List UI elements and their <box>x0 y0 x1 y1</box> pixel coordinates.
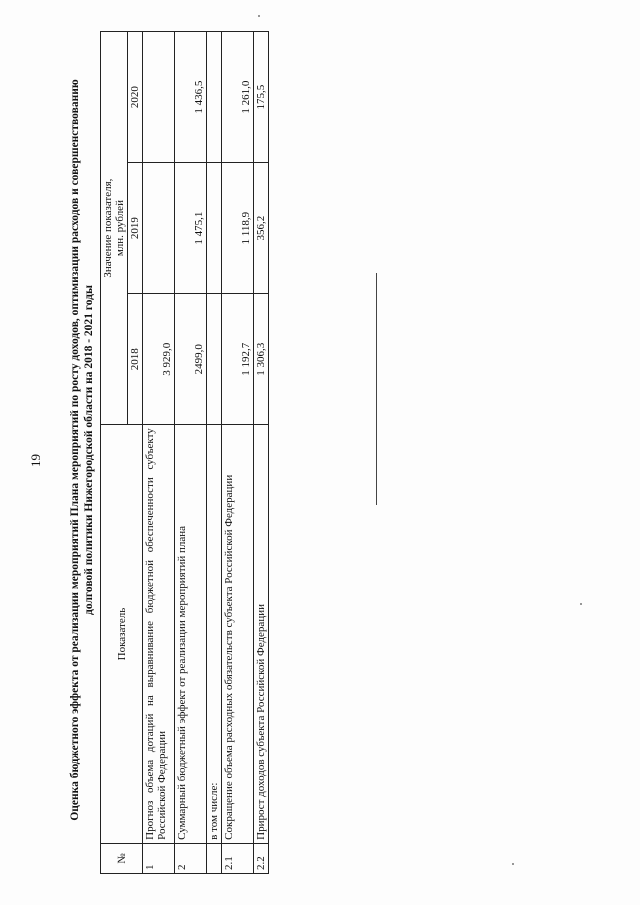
header-num: № <box>101 843 143 873</box>
separator-line <box>376 273 377 505</box>
row-value-2018 <box>207 294 222 425</box>
header-indicator: Показатель <box>101 425 143 844</box>
row-num <box>207 843 222 873</box>
header-year-2018: 2018 <box>128 294 143 425</box>
row-name: Суммарный бюджетный эффект от реализации мероприятий плана <box>175 425 207 844</box>
row-value-2018: 1 306,3 <box>254 294 269 425</box>
row-value-2020: 1 261,0 <box>222 32 254 163</box>
header-value-label: Значение показателя, <box>102 178 114 278</box>
row-value-2018: 3 929,0 <box>143 294 175 425</box>
document-title <box>68 35 96 865</box>
row-num: 1 <box>143 843 175 873</box>
row-value-2019 <box>143 163 175 294</box>
row-value-2018: 2499,0 <box>175 294 207 425</box>
row-value-2020 <box>207 32 222 163</box>
row-value-2019: 1 118,9 <box>222 163 254 294</box>
row-value-2018: 1 192,7 <box>222 294 254 425</box>
row-value-2020: 175,5 <box>254 32 269 163</box>
row-value-2019: 1 475,1 <box>175 163 207 294</box>
row-num: 2.2 <box>254 843 269 873</box>
row-name: в том числе: <box>207 425 222 844</box>
title-line-2: долговой политики Нижегородской области на 2018 - 2021 годы <box>83 285 95 615</box>
row-num: 2 <box>175 843 207 873</box>
table-row <box>175 32 207 874</box>
title-line-1: Оценка бюджетного эффекта от реализации мероприятий Плана мероприятий по росту доходов, оптимизации расходов и совершенствованию <box>69 79 81 821</box>
header-year-2020: 2020 <box>128 32 143 163</box>
header-row <box>101 32 128 874</box>
table-row <box>254 32 269 874</box>
header-value-group <box>101 32 128 425</box>
table-row <box>222 32 254 874</box>
scan-speck <box>512 863 514 865</box>
scan-speck <box>580 603 582 605</box>
row-name: Прогноз объема дотаций на выравнивание бюджетной обеспеченности субъекту Российской Федерации <box>143 425 175 844</box>
row-name: Сокращение объема расходных обязательств субъекта Российской Федерации <box>222 425 254 844</box>
row-num: 2.1 <box>222 843 254 873</box>
table-row <box>143 32 175 874</box>
budget-effect-table <box>100 31 269 874</box>
row-value-2019: 356,2 <box>254 163 269 294</box>
row-value-2020: 1 436,5 <box>175 32 207 163</box>
row-value-2020 <box>143 32 175 163</box>
header-value-unit: млн. рублей <box>114 200 126 257</box>
header-year-2019: 2019 <box>128 163 143 294</box>
scan-speck <box>258 15 260 17</box>
row-value-2019 <box>207 163 222 294</box>
row-name: Прирост доходов субъекта Российской Федерации <box>254 425 269 844</box>
table-row <box>207 32 222 874</box>
page-number: 19 <box>28 454 43 467</box>
